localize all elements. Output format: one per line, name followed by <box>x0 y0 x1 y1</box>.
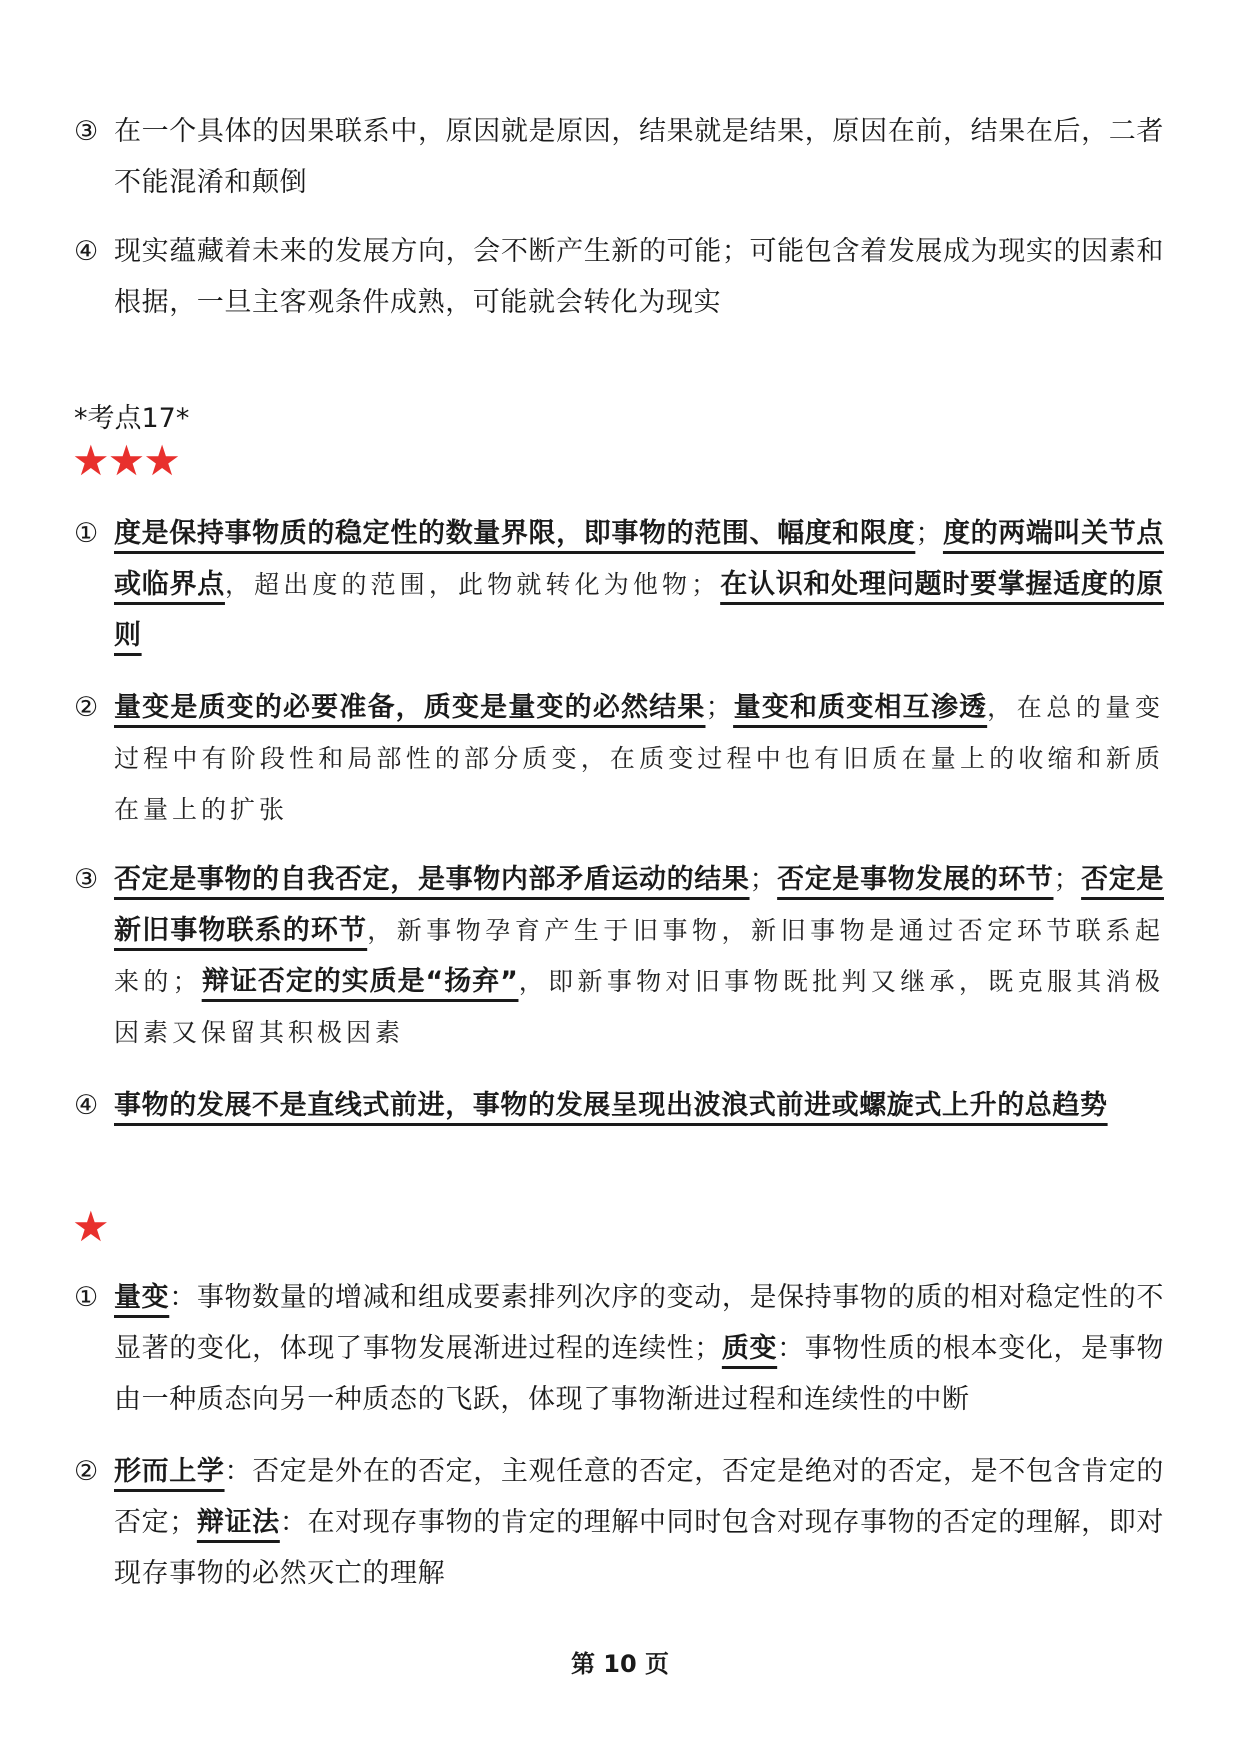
list-item <box>74 1446 1164 1599</box>
text-segment: ； <box>1053 864 1082 895</box>
one-star-rating-icon: ★ <box>72 1202 108 1251</box>
item-number: ④ <box>74 236 99 267</box>
list-item <box>74 854 1164 1058</box>
key-point-text: 度是保持事物质的稳定性的数量界限，即事物的范围、幅度和限度 <box>114 518 916 549</box>
text-segment: ，新事物孕育产生于旧事物，新旧事物是通过否定环节联系起来的； <box>114 916 1164 996</box>
key-point-text: 事物的发展不是直线式前进，事物的发展呈现出波浪式前进或螺旋式上升的总趋势 <box>114 1090 1108 1121</box>
item-number: ① <box>74 518 99 549</box>
text-segment: ，在总的量变过程中有阶段性和局部性的部分质变，在质变过程中也有旧质在量上的收缩和新质在量上的扩张 <box>114 693 1164 824</box>
list-item <box>74 106 1164 208</box>
item-text <box>114 106 1164 208</box>
text-segment: ，超出度的范围，此物就转化为他物； <box>224 570 721 599</box>
key-point-text: 否定是事物的自我否定，是事物内部矛盾运动的结果 <box>114 864 750 895</box>
text-segment: ：在对现存事物的肯定的理解中同时包含对现存事物的否定的理解，即对现存事物的必然灭亡的理解 <box>114 1507 1164 1589</box>
text-segment: ； <box>749 864 778 895</box>
text-segment: ； <box>705 692 734 723</box>
item-text <box>114 508 1164 661</box>
item-text <box>114 1446 1164 1599</box>
item-number: ③ <box>74 864 99 895</box>
text-segment: ，即新事物对旧事物既批判又继承，既克服其消极因素又保留其积极因素 <box>114 967 1164 1047</box>
item-text <box>114 682 1164 835</box>
key-point-text: 形而上学 <box>114 1456 225 1487</box>
text-segment: ； <box>915 518 943 549</box>
list-item <box>74 682 1164 835</box>
item-number: ② <box>74 1456 99 1487</box>
key-point-text: 量变和质变相互渗透 <box>733 692 988 723</box>
item-number: ④ <box>74 1090 99 1121</box>
text-segment: ：否定是外在的否定，主观任意的否定，否定是绝对的否定，是不包含肯定的否定； <box>114 1456 1164 1538</box>
key-point-text: 量变 <box>114 1282 170 1313</box>
text-segment: ：事物数量的增减和组成要素排列次序的变动，是保持事物的质的相对稳定性的不显著的变化，体现了事物发展渐进过程的连续性； <box>114 1282 1164 1364</box>
item-number: ① <box>74 1282 99 1313</box>
text-segment: ：事物性质的根本变化，是事物由一种质态向另一种质态的飞跃，体现了事物渐进过程和连续性的中断 <box>114 1333 1164 1415</box>
three-star-rating-icon: ★★★ <box>72 436 179 485</box>
key-point-text: 度的两端叫关节点或临界点 <box>114 518 1164 600</box>
item-number: ② <box>74 692 99 723</box>
item-text <box>114 1272 1164 1425</box>
list-item <box>74 1080 1164 1131</box>
list-item <box>74 1272 1164 1425</box>
text-segment: 在一个具体的因果联系中，原因就是原因，结果就是结果，原因在前，结果在后，二者不能混淆和颠倒 <box>114 116 1164 198</box>
key-point-text: 否定是事物发展的环节 <box>777 864 1054 895</box>
item-text <box>114 1080 1164 1131</box>
item-text <box>114 854 1164 1058</box>
item-text <box>114 226 1164 328</box>
page-number: 第 10 页 <box>570 1650 670 1678</box>
key-point-text: 质变 <box>721 1333 778 1364</box>
key-point-text: 在认识和处理问题时要掌握适度的原则 <box>114 569 1164 651</box>
section-title: *考点17* <box>74 403 190 434</box>
key-point-text: 量变是质变的必要准备，质变是量变的必然结果 <box>114 692 706 723</box>
key-point-text: 辩证法 <box>196 1507 280 1538</box>
list-item <box>74 508 1164 661</box>
key-point-text: 否定是新旧事物联系的环节 <box>114 864 1164 946</box>
item-number: ③ <box>74 116 99 147</box>
list-item <box>74 226 1164 328</box>
text-segment: 现实蕴藏着未来的发展方向，会不断产生新的可能；可能包含着发展成为现实的因素和根据，一旦主客观条件成熟，可能就会转化为现实 <box>114 236 1164 318</box>
key-point-text: 辩证否定的实质是“扬弃” <box>201 966 519 997</box>
